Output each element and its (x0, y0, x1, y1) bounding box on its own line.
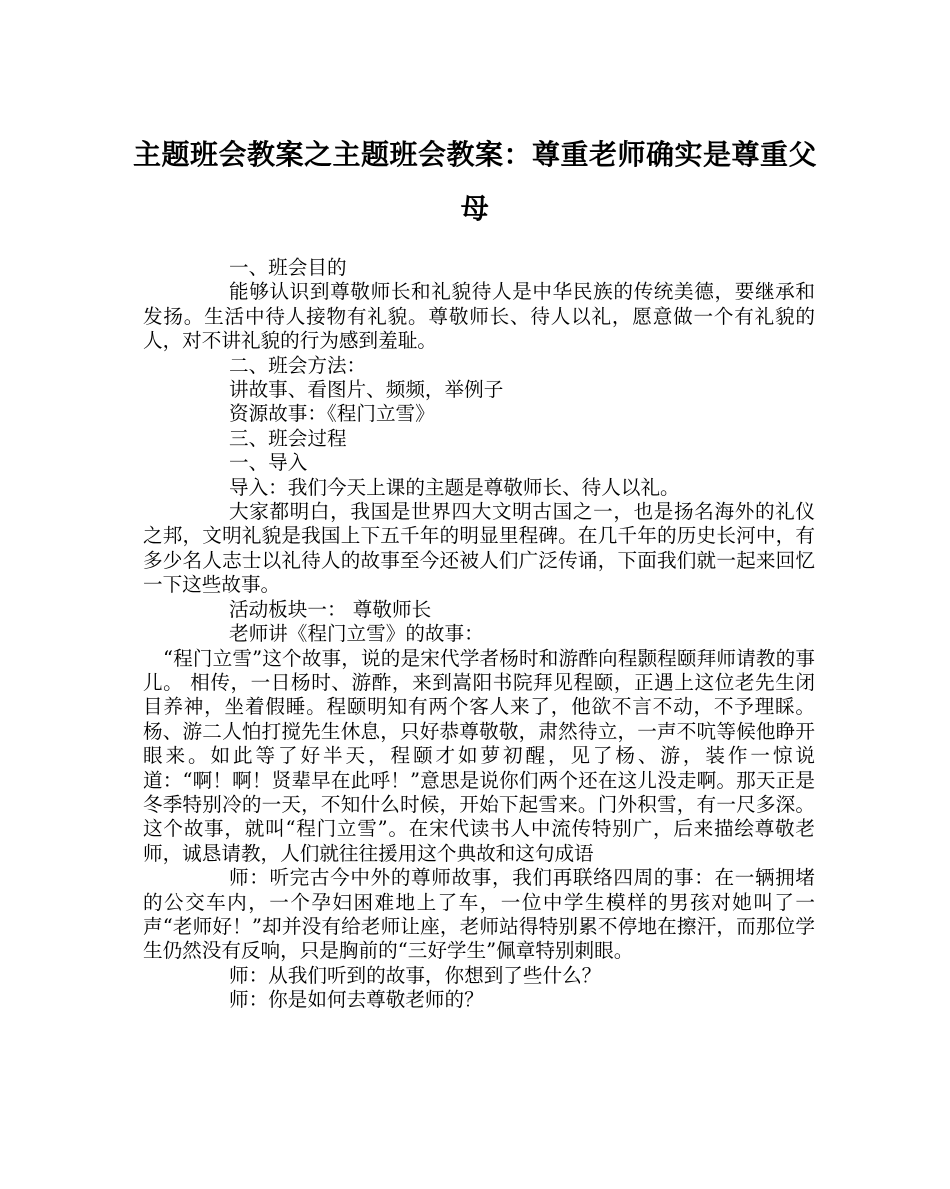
paragraph-process-heading: 三、班会过程 (229, 426, 347, 450)
paragraph-intro-heading: 一、导入 (229, 451, 308, 475)
paragraph-teacher-story-intro: 老师讲《程门立雪》的故事： (229, 622, 484, 646)
paragraph-question-two: 师：你是如何去尊敬老师的？ (229, 988, 484, 1012)
paragraph-objective-heading: 一、班会目的 (229, 256, 347, 279)
paragraph-resource-story: 资源故事：《程门立雪》 (229, 402, 435, 426)
document-body (143, 256, 815, 1013)
paragraph-objective-text: 能够认识到尊敬师长和礼貌待人是中华民族的传统美德，要继承和发扬。生活中待人接物有礼貌。尊敬师长、待人以礼，愿意做一个有礼貌的人，对不讲礼貌的行为感到羞耻。 (143, 280, 815, 353)
paragraph-intro-text: 导入：我们今天上课的主题是尊敬师长、待人以礼。 (229, 475, 680, 499)
paragraph-civilization: 大家都明白，我国是世界四大文明古国之一，也是扬名海外的礼仪之邦，文明礼貌是我国上下五千年的明显里程碑。在几千年的历史长河中，有多少名人志士以礼待人的故事至今还被人们广泛传诵，下面我们就一起来回忆一下这些故事。 (143, 500, 815, 597)
paragraph-chengmen-story: “程门立雪”这个故事，说的是宋代学者杨时和游酢向程颢程颐拜师请教的事儿。 相传，一日杨时、游酢，来到嵩阳书院拜见程颐，正遇上这位老先生闭目养神，坐着假睡。程颐明知有两个客人来了，他欲不言不动，不予理睬。杨、游二人怕打搅先生休息，只好恭尊敬敬，肃然待立，一声不吭等候他睁开眼来。如此等了好半天，程颐才如萝初醒，见了杨、游，装作一惊说道：“啊！啊！贤辈早在此呼！”意思是说你们两个还在这儿没走啊。那天正是冬季特别冷的一天，不知什么时候，开始下起雪来。门外积雪，有一尺多深。这个故事，就叫“程门立雪”。在宋代读书人中流传特别广，后来描绘尊敬老师，诚恳请教，人们就往往援用这个典故和这句成语 (143, 646, 815, 865)
document-title: 主题班会教案之主题班会教案：尊重老师确实是尊重父母 (132, 138, 817, 225)
paragraph-method-text: 讲故事、看图片、频频，举例子 (229, 378, 504, 402)
paragraph-question-one: 师：从我们听到的故事，你想到了些什么？ (229, 963, 602, 987)
paragraph-activity-one: 活动板块一： 尊敬师长 (229, 597, 432, 621)
paragraph-bus-story: 师：听完古今中外的尊师故事，我们再联络四周的事：在一辆拥堵的公交车内，一个孕妇困难地上了车，一位中学生模样的男孩对她叫了一声“老师好！”却并没有给老师让座，老师站得特别累不停地在擦汗，而那位学生仍然没有反响，只是胸前的“三好学生”佩章特别刺眼。 (143, 866, 815, 963)
paragraph-method-heading: 二、班会方法： (229, 353, 367, 377)
